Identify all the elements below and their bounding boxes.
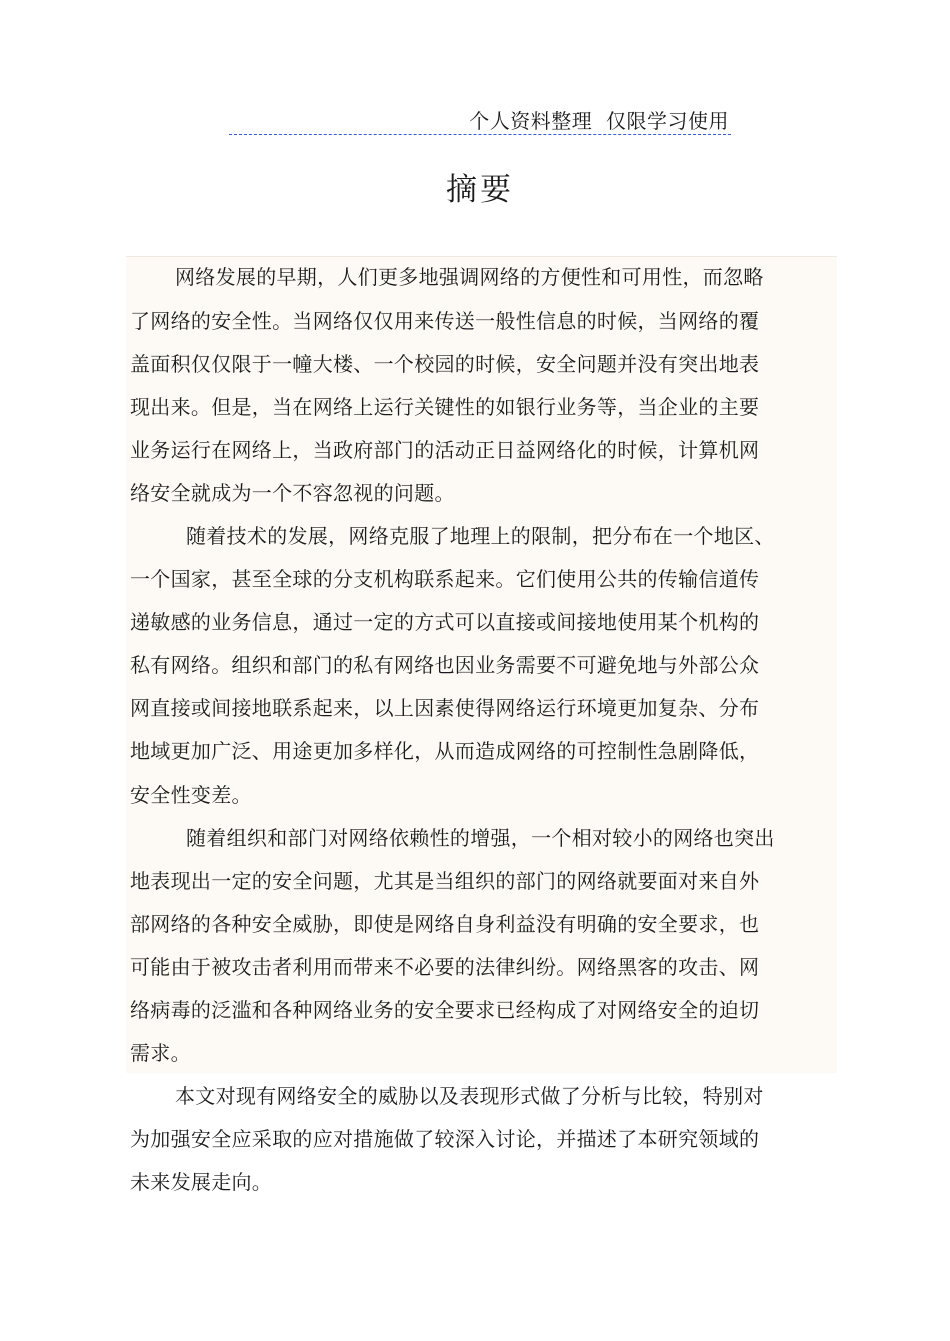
text-line: 业务运行在网络上，当政府部门的活动正日益网络化的时候，计算机网 [130,438,760,462]
text-line: 需求。 [130,1041,191,1065]
text-line: 递敏感的业务信息，通过一定的方式可以直接或间接地使用某个机构的 [130,610,760,634]
text-line: 地表现出一定的安全问题，尤其是当组织的部门的网络就要面对来自外 [130,869,760,893]
text-line: 随着技术的发展，网络克服了地理上的限制，把分布在一个地区、 [186,524,775,548]
text-line: 本文对现有网络安全的威胁以及表现形式做了分析与比较，特别对 [175,1084,764,1108]
page-header [229,108,731,135]
text-line: 网直接或间接地联系起来，以上因素使得网络运行环境更加复杂、分布 [130,696,760,720]
text-line: 现出来。但是，当在网络上运行关键性的如银行业务等，当企业的主要 [130,395,760,419]
header-text: 个人资料整理 仅限学习使用 [469,109,729,133]
text-line: 络病毒的泛滥和各种网络业务的安全要求已经构成了对网络安全的迫切 [130,998,760,1022]
text-line: 一个国家，甚至全球的分支机构联系起来。它们使用公共的传输信道传 [130,567,760,591]
text-line: 私有网络。组织和部门的私有网络也因业务需要不可避免地与外部公众 [130,653,760,677]
text-line: 盖面积仅仅限于一幢大楼、一个校园的时候，安全问题并没有突出地表 [130,352,760,376]
text-line: 网络发展的早期，人们更多地强调网络的方便性和可用性，而忽略 [175,265,764,289]
text-line: 安全性变差。 [130,783,252,807]
text-line: 随着组织和部门对网络依赖性的增强，一个相对较小的网络也突出 [186,826,775,850]
text-line: 络安全就成为一个不容忽视的问题。 [130,481,455,505]
page-title: 摘要 [446,172,514,208]
text-line: 未来发展走向。 [130,1170,273,1194]
text-line: 了网络的安全性。当网络仅仅用来传送一般性信息的时候，当网络的覆 [130,309,760,333]
text-line: 地域更加广泛、用途更加多样化，从而造成网络的可控制性急剧降低， [130,739,760,763]
text-line: 部网络的各种安全威胁，即使是网络自身利益没有明确的安全要求，也 [130,912,760,936]
text-line: 可能由于被攻击者利用而带来不必要的法律纠纷。网络黑客的攻击、网 [130,955,760,979]
text-line: 为加强安全应采取的应对措施做了较深入讨论，并描述了本研究领域的 [130,1127,760,1151]
